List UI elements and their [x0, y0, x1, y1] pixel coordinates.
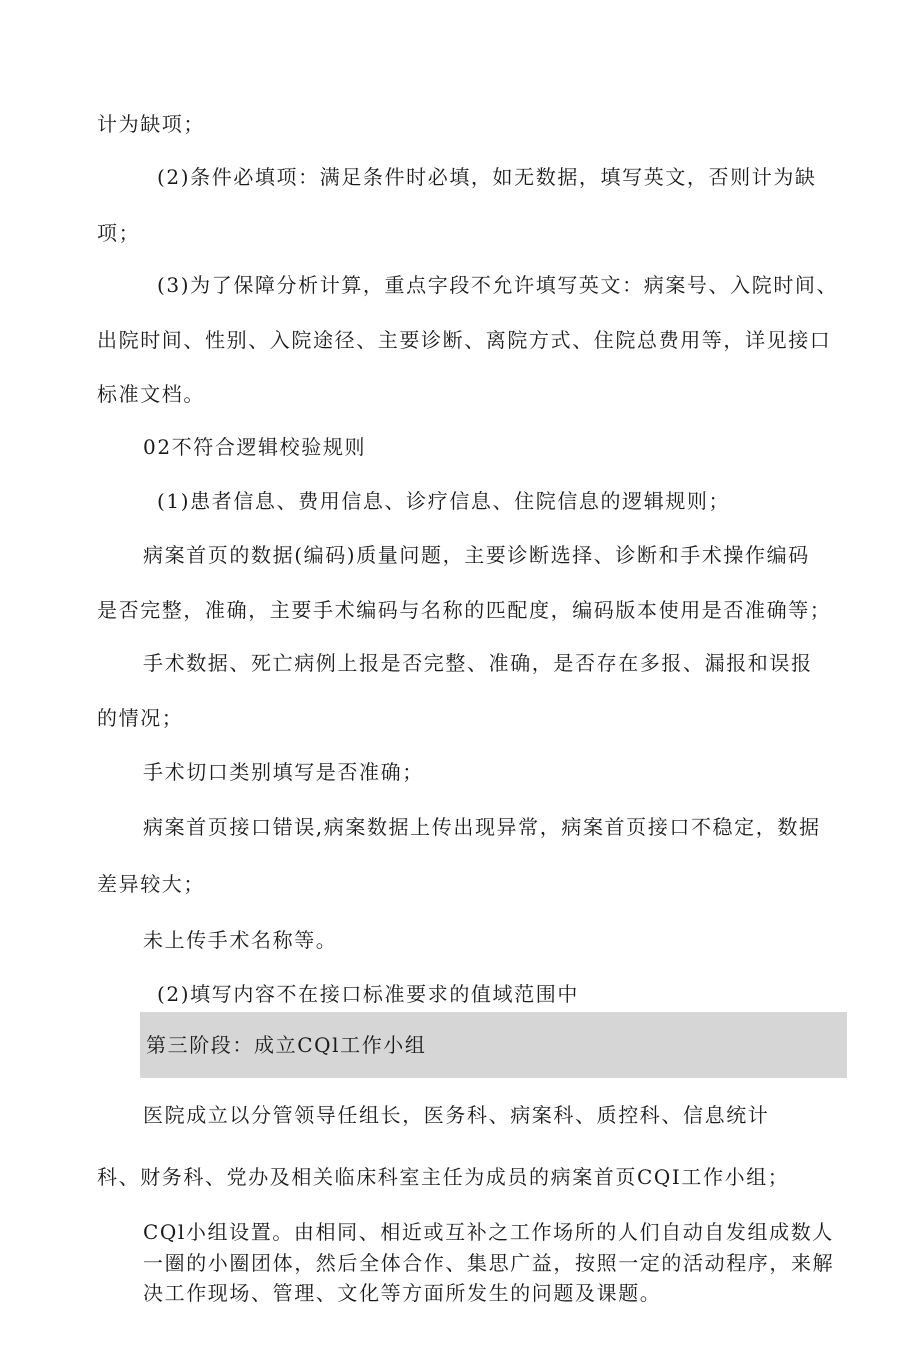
paragraph-line: (1)患者信息、费用信息、诊疗信息、住院信息的逻辑规则； [157, 489, 731, 513]
section-heading-highlight [140, 1012, 847, 1078]
paragraph-line: (2)条件必填项：满足条件时必填，如无数据，填写英文，否则计为缺 [157, 165, 817, 189]
paragraph-line: (2)填写内容不在接口标准要求的值域范围中 [157, 982, 579, 1006]
paragraph-line: 的情况； [97, 706, 184, 730]
paragraph-line: 科、财务科、党办及相关临床科室主任为成员的病案首页CQI工作小组； [97, 1165, 790, 1189]
paragraph-line: 病案首页的数据(编码)质量问题，主要诊断选择、诊断和手术操作编码 [143, 543, 810, 567]
paragraph-line: (3)为了保障分析计算，重点字段不允许填写英文：病案号、入院时间、 [157, 273, 839, 297]
paragraph-line: 项； [97, 221, 141, 245]
paragraph-line: 计为缺项； [97, 112, 205, 136]
paragraph-line: 是否完整，准确，主要手术编码与名称的匹配度，编码版本使用是否准确等； [97, 598, 832, 622]
paragraph-line: 未上传手术名称等。 [143, 928, 338, 952]
paragraph-line: CQl小组设置。由相同、相近或互补之工作场所的人们自动自发组成数人 [143, 1220, 834, 1244]
section-heading: 第三阶段：成立CQl工作小组 [146, 1033, 427, 1057]
paragraph-line: 医院成立以分管领导任组长，医务科、病案科、质控科、信息统计 [143, 1103, 770, 1127]
paragraph-line: 出院时间、性别、入院途径、主要诊断、离院方式、住院总费用等，详见接口 [97, 328, 832, 352]
paragraph-line: 手术切口类别填写是否准确； [143, 760, 424, 784]
paragraph-line: 决工作现场、管理、文化等方面所发生的问题及课题。 [143, 1281, 662, 1305]
paragraph-line: 一圈的小圈团体，然后全体合作、集思广益，按照一定的活动程序，来解 [143, 1251, 835, 1275]
paragraph-line: 手术数据、死亡病例上报是否完整、准确，是否存在多报、漏报和误报 [143, 651, 813, 675]
paragraph-line: 差异较大； [97, 872, 205, 896]
paragraph-line: 02不符合逻辑校验规则 [143, 435, 367, 459]
paragraph-line: 标准文档。 [97, 382, 205, 406]
paragraph-line: 病案首页接口错误,病案数据上传出现异常，病案首页接口不稳定，数据 [143, 815, 821, 839]
